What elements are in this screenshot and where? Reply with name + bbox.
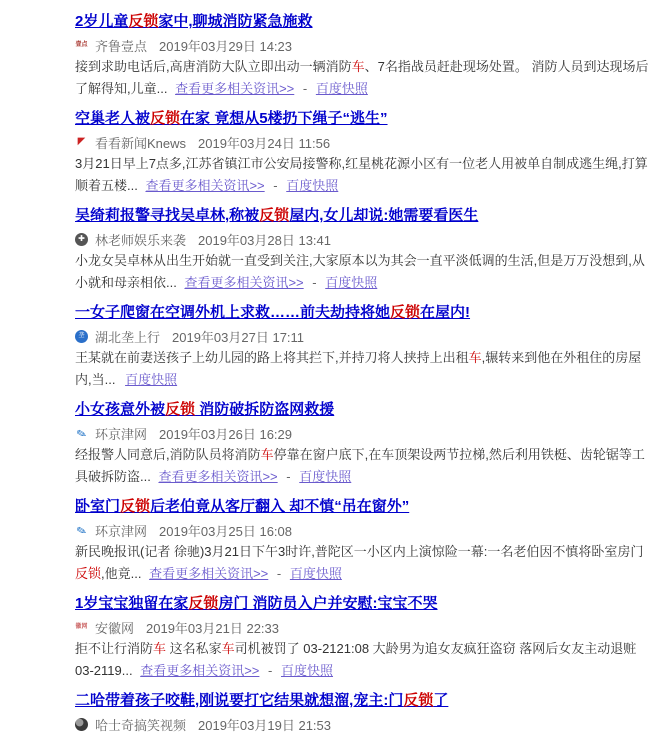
result-source-line — [75, 716, 653, 732]
more-related-news-link[interactable]: 查看更多相关资讯>> — [158, 469, 278, 484]
text-segment: 小女孩意外被 — [75, 401, 166, 418]
text-segment: 2岁儿童 — [75, 13, 129, 30]
highlighted-keyword: 反锁 — [75, 566, 102, 581]
result-title-link[interactable] — [75, 401, 334, 418]
more-related-news-link[interactable]: 查看更多相关资讯>> — [175, 81, 295, 96]
result-source-line — [75, 619, 653, 635]
baidu-cache-link[interactable]: 百度快照 — [289, 566, 342, 581]
publish-date: 2019年03月29日 14:23 — [159, 38, 292, 54]
text-segment: 二哈带着孩子咬鞋,刚说要打它结果就想溜,宠主:门 — [75, 692, 404, 709]
source-name: 齐鲁壹点 — [95, 38, 148, 54]
text-segment: 新民晚报讯(记者 徐驰)3月21日下午3时许,普陀区一小区内上演惊险一幕:一名老伯因不慎将卧室房门 — [75, 544, 644, 559]
text-segment: 停靠在窗户底下,在车顶架设两节拉梯,然后利用铁梃、齿轮锯等工具破拆防盗... — [75, 447, 645, 484]
search-result-item — [75, 206, 653, 294]
text-segment: 卧室门 — [75, 498, 121, 515]
result-snippet — [75, 56, 653, 100]
text-segment: ,辗转来到他在外租住的房屋内,当... — [75, 350, 642, 387]
baidu-cache-link[interactable]: 百度快照 — [281, 663, 334, 678]
text-segment: 屋内,女儿却说:她需要看医生 — [289, 207, 479, 224]
result-title — [75, 109, 653, 129]
baidu-cache-link[interactable]: 百度快照 — [325, 275, 378, 290]
text-segment: 空巢老人被 — [75, 110, 151, 127]
result-source-line — [75, 522, 653, 538]
result-title — [75, 497, 653, 517]
publish-date: 2019年03月21日 22:33 — [146, 620, 279, 636]
source-name: 环京津网 — [95, 523, 148, 539]
result-title — [75, 206, 653, 226]
anhui-wang-favicon: 徽网 — [75, 624, 88, 630]
highlighted-keyword: 反锁 — [188, 595, 219, 612]
text-segment: 家中,聊城消防紧急施救 — [158, 13, 313, 30]
text-segment: 这名私家 — [166, 641, 222, 656]
source-name: 看看新闻Knews — [95, 135, 187, 151]
result-title-link[interactable] — [75, 13, 313, 30]
husky-video-favicon — [75, 718, 88, 731]
baidu-cache-link[interactable]: 百度快照 — [125, 372, 178, 387]
result-source-line — [75, 328, 653, 344]
text-segment: 后老伯竟从客厅翻入 却不慎“吊在窗外” — [150, 498, 410, 515]
result-snippet — [75, 444, 653, 488]
result-source-line — [75, 425, 653, 441]
result-snippet — [75, 250, 653, 294]
text-segment: 在家 竟想从5楼扔下绳子“逃生” — [180, 110, 388, 127]
source-name: 林老师娱乐来袭 — [95, 232, 187, 248]
source-name: 环京津网 — [95, 426, 148, 442]
highlighted-keyword: 反锁 — [150, 110, 181, 127]
text-segment: 房门 消防员入户并安慰:宝宝不哭 — [218, 595, 438, 612]
source-name: 湖北垄上行 — [95, 329, 161, 345]
publish-date: 2019年03月27日 17:11 — [172, 329, 305, 345]
result-source-line — [75, 231, 653, 247]
text-segment: 3月21日早上7点多,江苏省镇江市公安局接警称,红星桃花源小区有一位老人用被单自制成逃生绳,打算顺着五楼... — [75, 156, 648, 193]
link-separator: - — [276, 566, 282, 581]
highlighted-keyword: 反锁 — [120, 498, 151, 515]
link-separator: - — [273, 178, 278, 193]
text-segment: 在屋内! — [420, 304, 471, 321]
text-segment: 小龙女吴卓林从出生开始就一直受到关注,大家原本以为其会一直平淡低调的生活,但是万万没想到,从小就和母亲相依... — [75, 253, 645, 290]
text-segment: 接到求助电话后,高唐消防大队立即出动一辆消防 — [75, 59, 352, 74]
result-title-link[interactable] — [75, 110, 388, 127]
result-title-link[interactable] — [75, 498, 409, 515]
source-name: 哈士奇搞笑视频 — [95, 717, 187, 733]
result-snippet — [75, 541, 653, 585]
huanjingjin-favicon: ✎ — [74, 522, 89, 538]
lin-laoshi-favicon: ✚ — [75, 233, 88, 246]
highlighted-keyword: 反锁 — [390, 304, 421, 321]
publish-date: 2019年03月28日 13:41 — [198, 232, 331, 248]
link-separator: - — [302, 81, 308, 96]
search-result-item — [75, 400, 653, 488]
text-segment: 一女子爬窗在空调外机上求救……前夫劫持将她 — [75, 304, 391, 321]
text-segment: 拒不让行消防 — [75, 641, 154, 656]
publish-date: 2019年03月19日 21:53 — [198, 717, 331, 733]
search-result-item — [75, 497, 653, 585]
baidu-cache-link[interactable]: 百度快照 — [286, 178, 339, 193]
publish-date: 2019年03月25日 16:08 — [159, 523, 292, 539]
link-separator: - — [312, 275, 317, 290]
more-related-news-link[interactable]: 查看更多相关资讯>> — [140, 663, 260, 678]
link-separator: - — [286, 469, 291, 484]
result-title — [75, 691, 653, 711]
text-segment: 王某就在前妻送孩子上幼儿园的路上将其拦下,并持刀将人挟持上出租 — [75, 350, 469, 365]
result-source-line — [75, 37, 653, 53]
result-snippet — [75, 638, 653, 682]
result-title-link[interactable] — [75, 692, 448, 709]
knews-favicon: ◤ — [77, 136, 86, 147]
search-result-item — [75, 12, 653, 100]
publish-date: 2019年03月26日 16:29 — [159, 426, 292, 442]
link-separator: - — [268, 663, 273, 678]
result-source-line — [75, 134, 653, 150]
search-result-item — [75, 303, 653, 391]
result-title-link[interactable] — [75, 207, 478, 224]
more-related-news-link[interactable]: 查看更多相关资讯>> — [149, 566, 269, 581]
hubei-longshangxing-favicon: 垄 — [75, 330, 88, 343]
highlighted-keyword: 车 — [153, 641, 167, 656]
highlighted-keyword: 车 — [351, 59, 365, 74]
highlighted-keyword: 反锁 — [165, 401, 196, 418]
huanjingjin-favicon: ✎ — [74, 425, 89, 441]
text-segment: ,他竟... — [101, 566, 142, 581]
result-title — [75, 303, 653, 323]
search-result-item — [75, 691, 653, 732]
highlighted-keyword: 反锁 — [403, 692, 434, 709]
highlighted-keyword: 车 — [468, 350, 482, 365]
highlighted-keyword: 车 — [221, 641, 235, 656]
source-name: 安徽网 — [95, 620, 135, 636]
text-segment: 、7名指战员赶赴现场处置。 消防人员到达现场后了解得知,儿童... — [75, 59, 649, 96]
result-snippet — [75, 347, 653, 391]
publish-date: 2019年03月24日 11:56 — [198, 135, 331, 151]
result-title — [75, 400, 653, 420]
text-segment: 了 — [433, 692, 449, 709]
qilu-yidian-favicon: 壹点 — [75, 42, 88, 48]
result-title-link[interactable] — [75, 304, 470, 321]
text-segment: 吴绮莉报警寻找吴卓林,称被 — [75, 207, 260, 224]
text-segment: 经报警人同意后,消防队员将消防 — [75, 447, 261, 462]
baidu-cache-link[interactable]: 百度快照 — [299, 469, 352, 484]
highlighted-keyword: 车 — [260, 447, 274, 462]
result-title-link[interactable] — [75, 595, 438, 612]
text-segment: 司机被罚了 03-2121:08 大龄男为追女友疯狂盗窃 落网后女友主动退赃 03-2119... — [75, 641, 637, 678]
text-segment: 消防破拆防盗网救援 — [195, 401, 335, 418]
highlighted-keyword: 反锁 — [259, 207, 290, 224]
result-title — [75, 594, 653, 614]
baidu-cache-link[interactable]: 百度快照 — [315, 81, 368, 96]
more-related-news-link[interactable]: 查看更多相关资讯>> — [145, 178, 265, 193]
more-related-news-link[interactable]: 查看更多相关资讯>> — [184, 275, 304, 290]
search-result-item — [75, 109, 653, 197]
result-title — [75, 12, 653, 32]
highlighted-keyword: 反锁 — [128, 13, 159, 30]
search-result-item — [75, 594, 653, 682]
text-segment: 1岁宝宝独留在家 — [75, 595, 189, 612]
result-snippet — [75, 153, 653, 197]
